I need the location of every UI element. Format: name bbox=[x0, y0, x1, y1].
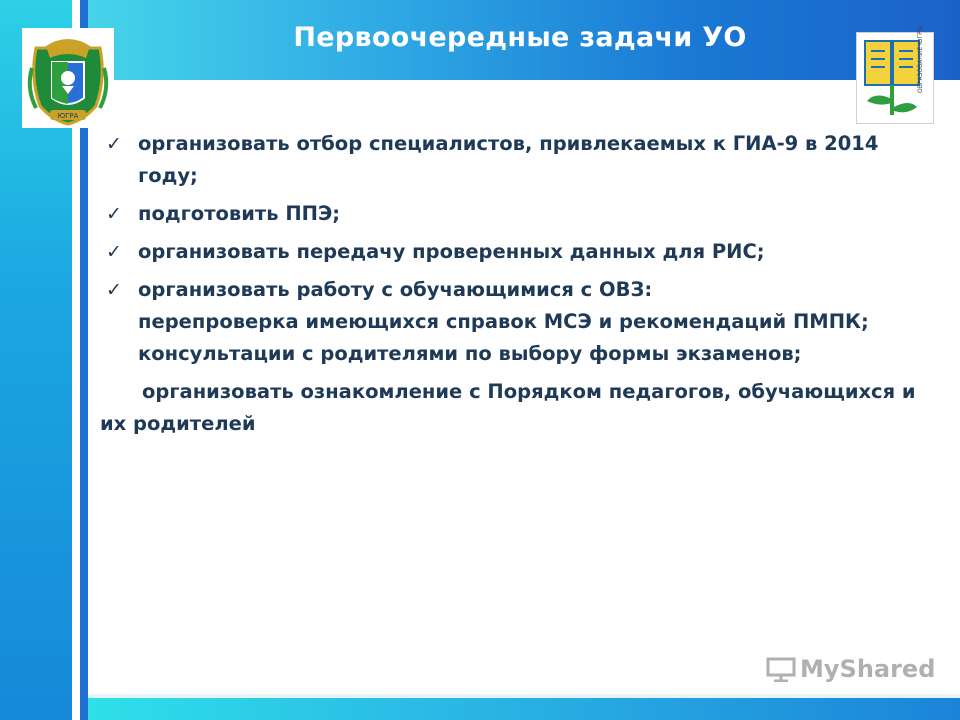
checkmark-icon: ✓ bbox=[106, 133, 122, 155]
task-list bbox=[100, 128, 945, 440]
list-item-text: организовать отбор специалистов, привлекаемых к ГИА-9 в 2014 году; bbox=[138, 132, 879, 187]
watermark-text: MyShared bbox=[800, 655, 936, 683]
checkmark-icon: ✓ bbox=[106, 279, 122, 301]
coat-of-arms-logo bbox=[22, 28, 114, 128]
list-item bbox=[100, 236, 945, 268]
watermark bbox=[766, 655, 935, 683]
emblem-text: ЮГРА bbox=[57, 112, 79, 120]
list-item bbox=[100, 198, 945, 230]
slide-title: Первоочередные задачи УО bbox=[293, 22, 747, 53]
list-item-text: организовать передачу проверенных данных для РИС; bbox=[138, 240, 765, 263]
education-logo bbox=[856, 25, 934, 124]
presentation-icon bbox=[766, 656, 796, 682]
list-item bbox=[100, 128, 945, 192]
list-item-text: подготовить ППЭ; bbox=[138, 202, 341, 225]
checkmark-icon: ✓ bbox=[106, 203, 122, 225]
list-item-subline: консультации с родителями по выбору формы экзаменов; bbox=[138, 342, 802, 365]
closing-paragraph: организовать ознакомление с Порядком педагогов, обучающихся и их родителей bbox=[100, 380, 916, 435]
checkmark-icon: ✓ bbox=[106, 241, 122, 263]
list-item-text: организовать работу с обучающимися с ОВЗ: bbox=[138, 278, 653, 301]
education-logo-caption: ОБРАЗОВАНИЕ ЮГРЫ bbox=[917, 25, 924, 93]
list-item-subline: перепроверка имеющихся справок МСЭ и рекомендаций ПМПК; bbox=[138, 310, 869, 333]
bottom-decorative-band bbox=[88, 698, 960, 720]
coat-of-arms-icon bbox=[22, 28, 114, 128]
list-item bbox=[100, 274, 945, 370]
